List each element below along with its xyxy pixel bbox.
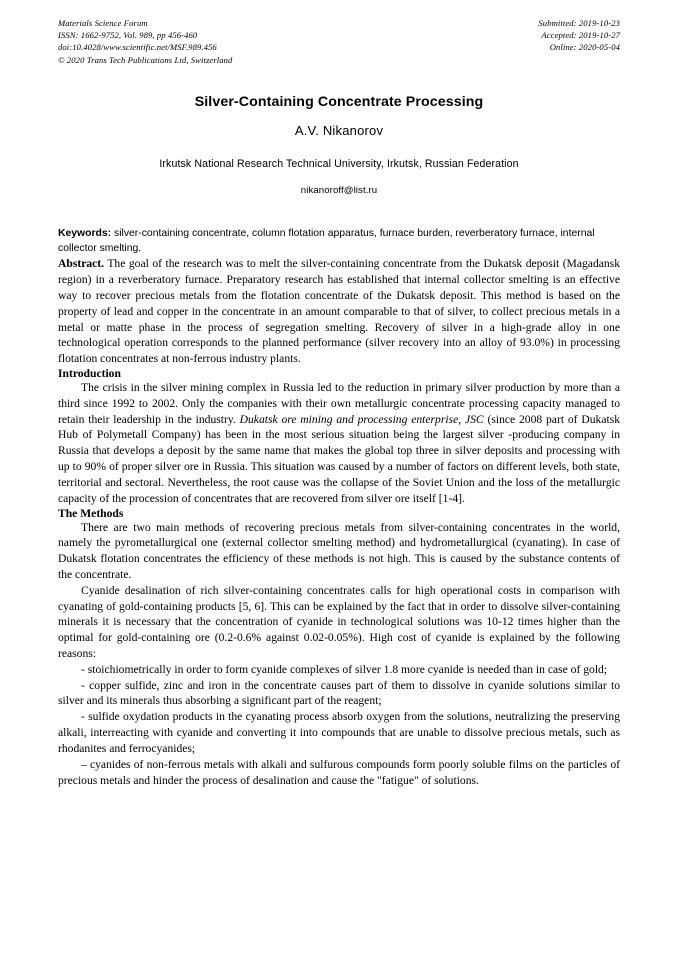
date-submitted: Submitted: 2019-10-23 (538, 18, 620, 28)
introduction-paragraph (58, 380, 620, 507)
date-accepted: Accepted: 2019-10-27 (541, 30, 620, 41)
keywords-block (58, 227, 620, 257)
paper-title: Silver-Containing Concentrate Processing (194, 93, 484, 110)
methods-bullet-2: - copper sulfide, zinc and iron in the concentrate causes part of them to dissolve in cyanide solutions similar to silver and its minerals thus absorbing a significant part of the reagent; (58, 678, 620, 708)
journal-header (58, 17, 620, 66)
keywords-text: silver-containing concentrate, column flotation apparatus, furnace burden, reverberatory furnace, internal collector smelting. (58, 227, 595, 254)
introduction-enterprise-name: Dukatsk ore mining and processing enterprise, JSC (239, 412, 484, 426)
journal-issn-volume: ISSN: 1662-9752, Vol. 989, pp 456-460 (58, 30, 198, 41)
journal-doi: doi:10.4028/www.scientific.net/MSF.989.456 (58, 42, 217, 53)
section-heading-methods: The Methods (58, 506, 124, 520)
date-online: Online: 2020-05-04 (549, 42, 620, 53)
abstract-block (58, 256, 620, 367)
section-heading-introduction: Introduction (58, 367, 121, 381)
methods-bullet-4: – cyanides of non-ferrous metals with alkali and sulfurous compounds form poorly soluble films on the particles of precious metals and hinder the process of desalination and cause the "fatigue" of solutions. (58, 757, 620, 787)
title-block (58, 94, 620, 196)
introduction-text-part2: (since 2008 part of Dukatsk Hub of Polymetall Company) has been in the most serious situation being the largest silver -producing company in Russia that develops a deposit by the same name that makes the global top three in silver deposits and processing with up to 90% of proper silver ore in Russia. This situation was caused by a number of factors on different levels, both state, territorial and sectoral. Nevertheless, the root cause was the collapse of the Soviet Union and the loss of the metallurgic capacity of the procession of concentrates that are recovered from silver ore itself [1-4]. (58, 412, 621, 505)
methods-bullet-1: - stoichiometrically in order to form cyanide complexes of silver 1.8 more cyanide is needed than in case of gold; (81, 662, 608, 676)
journal-name: Materials Science Forum (58, 18, 148, 28)
journal-header-left (58, 17, 232, 66)
paper-authors: A.V. Nikanorov (294, 122, 384, 138)
journal-header-right (538, 17, 620, 54)
paper-email: nikanoroff@list.ru (300, 184, 378, 196)
abstract-text: The goal of the research was to melt the silver-containing concentrate from the Dukatsk deposit (Magadansk region) in a reverberatory furnace. Preparatory research has established that internal collector smelting is an effective way to recover precious metals from the flotation concentrate of the Dukatsk deposit. This method is based on the property of lead and copper in the concentrate in an amount comparable to that of silver, to collect precious metals in a metal or matte phase in the process of segregation smelting. Recovery of silver in a high-grade alloy in one technological operation corresponds to the planned performance (silver recovery into an alloy of 93.0%) in processing flotation concentrates at non-ferrous industry plants. (58, 257, 620, 366)
introduction-text-part1: The crisis in the silver mining complex in Russia led to the reduction in primary silver production by more than a third since 1992 to 2002. Only the companies with their own metallurgic concentrate processing capacity managed to retain their leadership in the industry. (58, 381, 620, 426)
abstract-label: Abstract. (58, 257, 105, 271)
methods-bullet-3: - sulfide oxydation products in the cyanating process absorb oxygen from the solutions, neutralizing the preserving alkali, interreacting with cyanide and converting it into compounds that are unable to dissolve precious metals, such as rhodanites and ferrocyanides; (58, 710, 620, 755)
methods-paragraph-1: There are two main methods of recovering precious metals from silver-containing concentrates in the world, namely the pyrometallurgical one (external collector smelting method) and hydrometallurgical (cyanating). In case of Dukatsk flotation concentrates the efficiency of these methods is not high. This is caused by the substance contents of the concentrate. (58, 520, 620, 581)
methods-paragraph-2: Cyanide desalination of rich silver-containing concentrates calls for high operational costs in comparison with cyanating of gold-containing products [5, 6]. This can be explained by the fact that in order to dissolve silver-containing minerals it is necessary that the concentration of cyanide in technological solutions was 10-12 times higher than the optimal for gold-containing ore (0.2-0.6% against 0.02-0.05%). High cost of cyanide is explained by the following reasons: (58, 583, 620, 661)
journal-copyright: © 2020 Trans Tech Publications Ltd, Switzerland (58, 54, 233, 65)
keywords-label: Keywords: (58, 227, 112, 239)
paper-affiliation: Irkutsk National Research Technical University, Irkutsk, Russian Federation (159, 157, 519, 170)
